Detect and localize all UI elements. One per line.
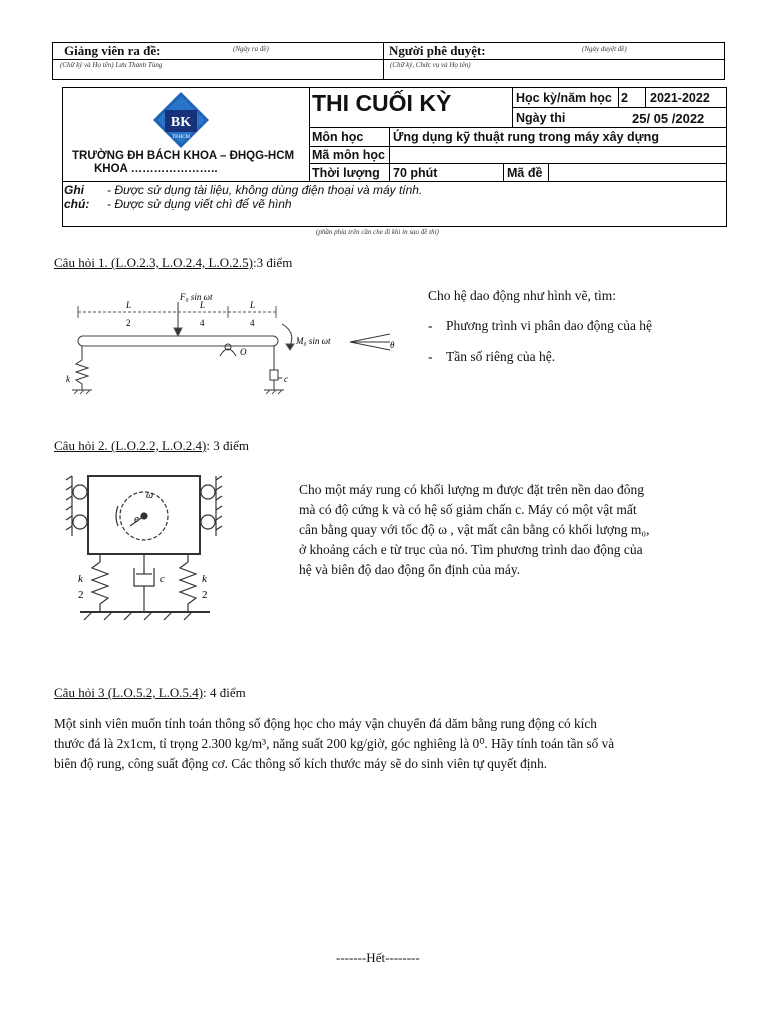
q2-line-4: ở khoảng cách e từ trục của nó. Tìm phương trình dao động của [299, 542, 643, 557]
q3-heading [54, 685, 246, 701]
semester-value: 2 [621, 91, 628, 105]
lecturer-label: Giảng viên ra đề: [64, 43, 161, 58]
q3-points: : 4 điểm [203, 685, 246, 700]
q1-dim-2: 2 [126, 318, 131, 328]
logo-sub: TP.HCM [172, 135, 190, 140]
q2-line-2: mà có độ cứng k và có hệ số giảm chấn c. Máy có một vật mất [299, 502, 637, 517]
q3-line-3: biên độ rung, công suất động cơ. Các thông số kích thước máy sẽ do sinh viên tự quyết định. [54, 756, 548, 771]
q1-dim-l2: L [200, 300, 206, 310]
q1-spring-k: k [66, 374, 70, 384]
duration-value: 70 phút [393, 166, 438, 180]
q3-text [54, 714, 724, 774]
approval-divider [383, 42, 384, 80]
q2-points: : 3 điểm [206, 438, 249, 453]
approver-label: Người phê duyệt: [389, 43, 486, 58]
q2-omega: ω [146, 490, 154, 501]
exam-title: THI CUỐI KỲ [312, 90, 452, 116]
exam-code-label: Mã đề [507, 166, 543, 180]
approver-sign-hint: (Chữ ký, Chức vụ và Họ tên) [390, 61, 471, 69]
q2-k-right: k [202, 573, 207, 585]
q1-dim-4b: 4 [250, 318, 255, 328]
q2-heading [54, 438, 249, 454]
q1-figure [60, 282, 400, 408]
q1-moment-label: M₀ sin ωt [296, 336, 331, 346]
subject-value: Ứng dụng kỹ thuật rung trong máy xây dựng [393, 130, 659, 144]
school-name: TRƯỜNG ĐH BÁCH KHOA – ĐHQG-HCM [72, 150, 295, 162]
q1-dim-l1: L [126, 300, 132, 310]
faculty-name: KHOA ………………….. [94, 163, 218, 175]
q1-pivot-o: O [240, 347, 247, 357]
q2-line-1: Cho một máy rung có khối lượng m được đặt trên nền dao đông [299, 482, 644, 497]
q1-item-1: Phương trình vi phân dao động của hệ [446, 318, 653, 333]
q1-dim-l3: L [250, 300, 256, 310]
q2-two-left: 2 [78, 589, 84, 601]
university-logo [153, 92, 209, 150]
q2-figure [60, 470, 230, 640]
q1-bullet-1: - Phương trình vi phân dao động của hệ [428, 318, 653, 333]
q2-c: c [160, 573, 165, 585]
subject-label: Môn học [312, 130, 364, 144]
lecturer-sign-hint: (Chữ ký và Họ tên) Lưu Thanh Tùng [60, 61, 163, 69]
q2-line-5: hệ và biên độ dao động ổn định của máy. [299, 562, 521, 577]
logo-text: BK [170, 115, 192, 130]
q2-two-right: 2 [202, 589, 208, 601]
course-code-label: Mã môn học [312, 148, 385, 162]
q1-dim-4a: 4 [200, 318, 205, 328]
date-value: 25/ 05 /2022 [632, 111, 705, 126]
q1-damper-c: c [284, 374, 288, 384]
semester-label: Học kỳ/năm học [516, 91, 612, 105]
cover-note: (phần phía trên cần che đi khi in sao đề thi) [316, 228, 439, 236]
q2-title: Câu hỏi 2. (L.O.2.2, L.O.2.4) [54, 438, 207, 453]
q1-heading [54, 255, 292, 271]
q3-line-1: Một sinh viên muốn tính toán thông số động học cho máy vận chuyển đá dăm bằng rung động có kích [54, 716, 597, 731]
q1-title: Câu hỏi 1. (L.O.2.3, L.O.2.4, L.O.2.5) [54, 255, 253, 270]
approval-mid-line [52, 59, 725, 60]
year-value: 2021-2022 [650, 91, 710, 105]
q2-k-left: k [78, 573, 83, 585]
duration-divider-1 [503, 163, 504, 182]
end-marker: -------Hết-------- [336, 950, 420, 965]
q1-intro: Cho hệ dao động như hình vẽ, tìm: [428, 288, 617, 303]
q1-bullet-2: - Tần số riêng của hệ. [428, 349, 556, 364]
duration-label: Thời lượng [312, 166, 380, 180]
q1-force-label: F₀ sin ωt [180, 292, 213, 302]
q1-theta: θ [390, 340, 395, 350]
q3-line-2: thước đá là 2x1cm, tỉ trọng 2.300 kg/m³, năng suất 200 kg/giờ, góc nghiêng là 0⁰. Hãy tính toán tần số và [54, 736, 615, 751]
note-label-2: chú: [64, 197, 90, 211]
q1-item-2: Tần số riêng của hệ. [446, 349, 556, 364]
q3-title: Câu hỏi 3 (L.O.5.2, L.O.5.4) [54, 685, 204, 700]
q2-text [299, 480, 649, 580]
note-1: - Được sử dụng tài liệu, không dùng điện thoại và máy tính. [107, 183, 423, 197]
q2-line-3: cân bằng quay với tốc độ ω , vật mất cân bằng có khối lượng m₀, [299, 522, 650, 537]
date-label: Ngày thi [516, 111, 566, 125]
duration-divider-2 [548, 163, 549, 182]
lecturer-date-hint: (Ngày ra đề) [233, 45, 269, 53]
note-label-1: Ghi [64, 183, 84, 197]
subject-divider [389, 127, 390, 182]
q2-e: e [134, 513, 139, 525]
note-2: - Được sử dụng viết chì để vẽ hình [107, 197, 292, 211]
approver-date-hint: (Ngày duyệt đề) [582, 45, 627, 53]
q1-points: :3 điểm [252, 255, 293, 270]
